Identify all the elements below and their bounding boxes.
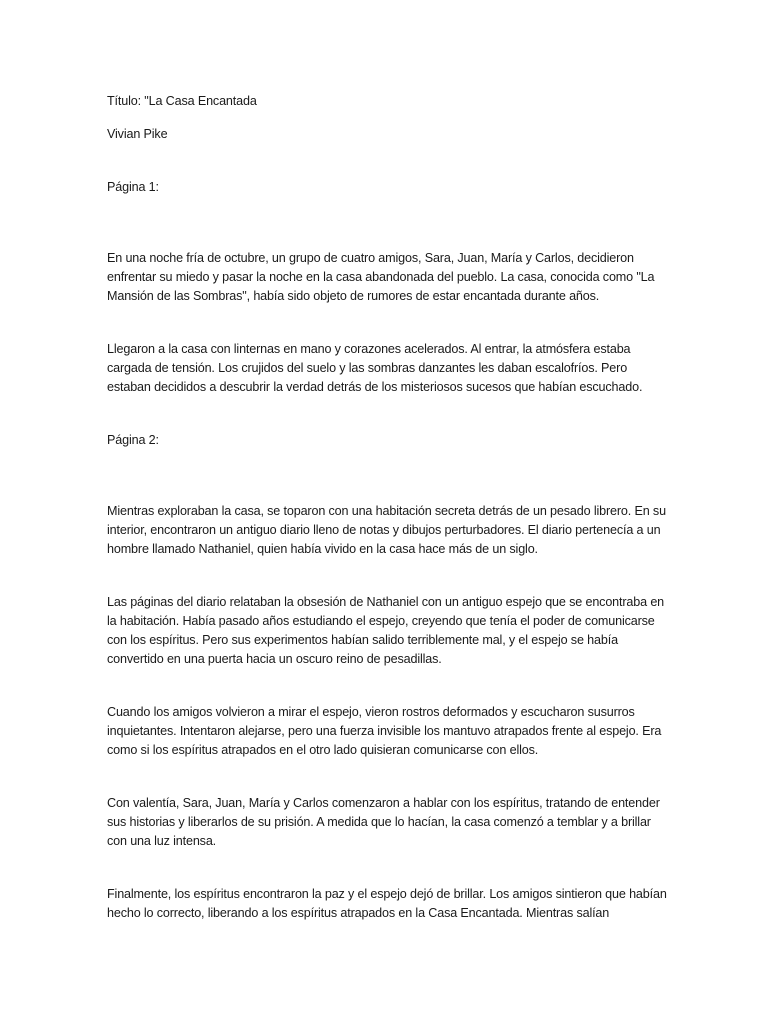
paragraph: Llegaron a la casa con linternas en mano y corazones acelerados. Al entrar, la atmósfera estaba cargada de tensión. Los crujidos del suelo y las sombras danzantes les daban escalofríos. Pero estaban decididos a descubrir la verdad detrás de los misteriosos sucesos que habían escuchado. <box>107 342 643 394</box>
paragraph: Mientras exploraban la casa, se toparon con una habitación secreta detrás de un pesado librero. En su interior, encontraron un antiguo diario lleno de notas y dibujos perturbadores. El diario pertenecía a un hombre llamado Nathaniel, quien había vivido en la casa hace más de un siglo. <box>107 504 666 556</box>
page-label-2: Página 2: <box>107 433 159 447</box>
paragraph: Las páginas del diario relataban la obsesión de Nathaniel con un antiguo espejo que se encontraba en la habitación. Había pasado años estudiando el espejo, creyendo que tenía el poder de comunicarse con los espíritus. Pero sus experimentos habían salido terriblemente mal, y el espejo se había convertido en una puerta hacia un oscuro reino de pesadillas. <box>107 595 665 666</box>
paragraph: Cuando los amigos volvieron a mirar el espejo, vieron rostros deformados y escucharon susurros inquietantes. Intentaron alejarse, pero una fuerza invisible los mantuvo atrapados frente al espejo. Era como si los espíritus atrapados en el otro lado quisieran comunicarse con ellos. <box>107 705 662 757</box>
document-body <box>107 92 667 957</box>
paragraph: En una noche fría de octubre, un grupo de cuatro amigos, Sara, Juan, María y Carlos, decidieron enfrentar su miedo y pasar la noche en la casa abandonada del pueblo. La casa, conocida como "La Mansión de las Sombras", había sido objeto de rumores de estar encantada durante años. <box>107 251 655 303</box>
paragraph: Finalmente, los espíritus encontraron la paz y el espejo dejó de brillar. Los amigos sintieron que habían hecho lo correcto, liberando a los espíritus atrapados en la Casa Encantada. Mientras salían <box>107 887 667 920</box>
paragraph: Con valentía, Sara, Juan, María y Carlos comenzaron a hablar con los espíritus, tratando de entender sus historias y liberarlos de su prisión. A medida que lo hacían, la casa comenzó a temblar y a brillar con una luz intensa. <box>107 796 660 848</box>
document-title: Título: "La Casa Encantada <box>107 94 257 108</box>
page-label-1: Página 1: <box>107 180 159 194</box>
document-author: Vivian Pike <box>107 127 168 141</box>
